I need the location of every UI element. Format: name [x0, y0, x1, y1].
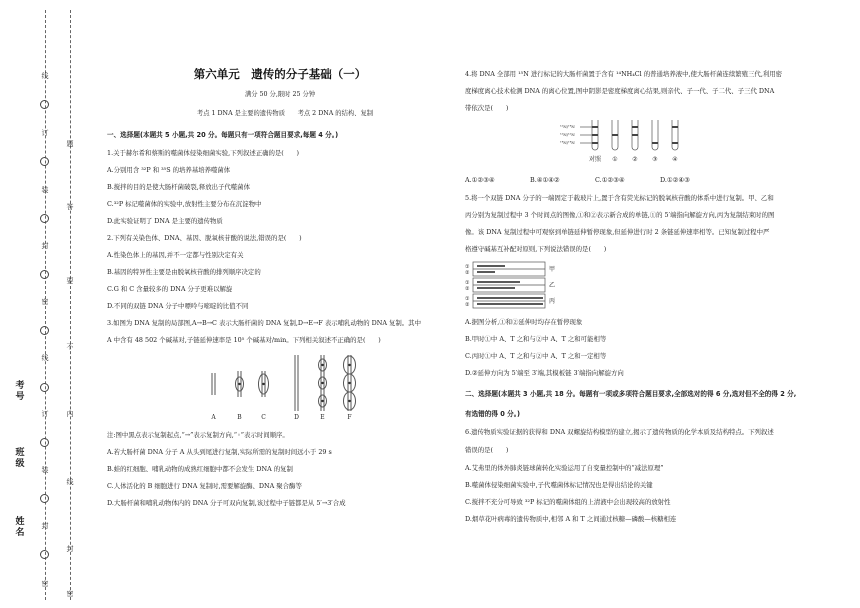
q3-stem-line2: A 中含有 48 502 个碱基对,子链延伸速率是 10⁵ 个碱基对/min。下列相关叙述不正确的是( ) [107, 336, 381, 344]
q5-fig-label: 乙 [549, 282, 556, 289]
section2-heading-line1: 二、选择题(本题共 3 小题,共 18 分。每题有一项或多项符合题目要求,全部选对的得 6 分,选对但不全的得 2 分, [465, 390, 797, 398]
q4-tube-label: ② [632, 156, 638, 163]
binding-char: 不 [66, 343, 74, 351]
binding-hole [40, 214, 49, 223]
q4-tube-label: ④ [672, 156, 678, 163]
page-title: 第六单元 遗传的分子基础（一） [193, 67, 367, 81]
q3-option-b: B.蛙的红细胞、哺乳动物的成熟红细胞中都不会发生 DNA 的复制 [107, 465, 293, 473]
svg-text:①: ① [465, 296, 470, 302]
exam-points: 考点 1 DNA 是主要的遗传物质 考点 2 DNA 的结构、复制 [196, 110, 374, 117]
student-number-label: 考号 [15, 381, 25, 402]
svg-text:②: ② [465, 302, 470, 308]
binding-char: 装 [41, 186, 49, 194]
q5-stem-line4: 格遵守碱基互补配对原则,下列说法错误的是( ) [465, 245, 607, 253]
q6-option-a: A.艾弗里的体外肺炎链球菌转化实验运用了自变量控制中的“减法原理” [465, 464, 664, 472]
q5-stem-line1: 5.将一个双链 DNA 分子的一端固定于载玻片上,置于含有荧光标记的脱氧核苷酸的体系中进行复制。甲、乙和 [465, 194, 774, 202]
binding-char: 订 [41, 129, 49, 137]
section1-heading: 一、选择题(本题共 5 小题,共 20 分。每题只有一项符合题目要求,每题 4 分。) [107, 131, 339, 139]
q3-replication-figure [200, 349, 380, 421]
binding-char: 题 [66, 140, 74, 148]
binding-margin [0, 0, 95, 608]
q6-stem-line2: 错误的是( ) [465, 446, 509, 454]
q4-band-label: ¹⁵N/¹⁴N [560, 124, 575, 129]
q5-fig-label: 丙 [549, 298, 556, 305]
q2-stem: 2.下列有关染色体、DNA、基因、脱氧核苷酸的说法,错误的是( ) [107, 234, 302, 242]
q4-tube-label: ③ [652, 156, 658, 163]
q4-tube-label: 对照 [588, 156, 602, 163]
binding-hole [40, 383, 49, 392]
q6-option-b: B.噬菌体侵染细菌实验中,子代噬菌体标记情况也是得出结论的关键 [465, 481, 653, 489]
binding-hole [40, 438, 49, 447]
binding-char: 装 [41, 466, 49, 474]
q5-stem-line3: 像。该 DNA 复制过程中可观察到单链延伸暂停现象,但延伸进行时 2 条链延伸速率相等。已知复制过程中严 [465, 228, 770, 236]
binding-char: 要 [66, 277, 74, 285]
binding-char: 封 [41, 522, 49, 530]
q1-option-b: B.搅拌的目的是使大肠杆菌破裂,释放出子代噬菌体 [107, 183, 250, 191]
name-label: 姓名 [15, 517, 25, 538]
q5-option-d: D.②延伸方向为 5′端至 3′端,其模板链 3′端指向解旋方向 [465, 369, 624, 377]
q3-option-d: D.大肠杆菌和哺乳动物体内的 DNA 分子可双向复制,该过程中子链都是从 5′→3′合成 [107, 499, 346, 507]
q3-fig-label: B [237, 414, 242, 421]
q3-fig-label: C [261, 414, 266, 421]
svg-text:②: ② [465, 286, 470, 292]
q4-tube-label: ① [612, 156, 618, 163]
q2-option-c: C.G 和 C 含量较多的 DNA 分子更难以解旋 [107, 285, 233, 293]
binding-char: 线 [41, 72, 49, 80]
q5-option-c: C.丙时①中 A、T 之和与②中 A、T 之和一定相等 [465, 352, 607, 360]
svg-text:①: ① [465, 264, 470, 270]
q4-option-d: D.①②④③ [660, 176, 690, 184]
q2-option-b: B.基因的特异性主要是由脱氧核苷酸的排列顺序决定的 [107, 268, 261, 276]
q3-fig-label: D [294, 414, 299, 421]
binding-hole [40, 326, 49, 335]
q4-option-a: A.①②③④ [465, 176, 495, 184]
q1-option-a: A.分别用含 ³²P 和 ³⁵S 的培养基培养噬菌体 [107, 166, 231, 174]
section2-heading-line2: 有选错的得 0 分。) [465, 410, 521, 418]
q1-stem: 1.关于赫尔希和蔡斯的噬菌体侵染细菌实验,下列叙述正确的是( ) [107, 149, 300, 157]
q4-option-c: C.①②③④ [595, 176, 625, 184]
q6-option-c: C.搅拌不充分可导致 ³²P 标记的噬菌体组的上清液中会出现较高的放射性 [465, 498, 671, 506]
binding-char: 答 [66, 203, 74, 211]
binding-hole [40, 157, 49, 166]
q4-stem-line1: 4.将 DNA 全部用 ¹⁵N 进行标记的大肠杆菌置于含有 ¹⁴NH₄Cl 的普通培养液中,使大肠杆菌连续繁殖三代,利用密 [465, 70, 783, 78]
q4-centrifuge-figure [560, 117, 700, 167]
binding-char: 密 [41, 298, 49, 306]
q6-option-d: D.烟草花叶病毒的遗传物质中,相邻 A 和 T 之间通过核糖—磷酸—核糖相连 [465, 515, 677, 523]
binding-hole [40, 494, 49, 503]
svg-text:②: ② [465, 270, 470, 276]
q5-strand-figure [465, 261, 560, 309]
q3-fig-label: A [211, 414, 216, 421]
q1-option-d: D.此实验证明了 DNA 是主要的遗传物质 [107, 217, 223, 225]
q5-option-a: A.据图分析,①和②延伸时均存在暂停现象 [465, 318, 583, 326]
q3-option-a: A.若大肠杆菌 DNA 分子 A 从头到尾进行复制,实际所需的复制时间远小于 29 s [107, 448, 332, 456]
q4-stem-line2: 度梯度离心技术检测 DNA 的离心位置,图中阴影是密度梯度离心结果,则亲代、子一代、子二代、子三代 DNA [465, 87, 775, 95]
q6-stem-line1: 6.遗传物质实验证据的获得和 DNA 双螺旋结构模型的建立,揭示了遗传物质的化学本质及结构特点。下列叙述 [465, 428, 774, 436]
q5-option-b: B.甲时①中 A、T 之和与②中 A、T 之和可能相等 [465, 335, 607, 343]
q3-fig-label: E [320, 414, 325, 421]
q4-band-label: ¹⁵N/¹⁵N [560, 132, 575, 137]
q5-stem-line2: 丙分别为复制过程中 3 个时间点的图像,①和②表示新合成的单链,①的 5′端指向解旋方向,丙为复制结束时的图 [465, 211, 775, 219]
q4-option-b: B.④①④② [530, 176, 560, 184]
binding-char: 密 [41, 580, 49, 588]
binding-char: 内 [66, 410, 74, 418]
q2-option-a: A.性染色体上的基因,并不一定都与性别决定有关 [107, 251, 244, 259]
q2-option-d: D.不同的双链 DNA 分子中嘌呤与嘧啶的比值不同 [107, 302, 249, 310]
q3-note: 注:图中黑点表示复制起点,“→”表示复制方向,“◦”表示时间顺序。 [107, 431, 289, 439]
binding-char: 线 [41, 354, 49, 362]
binding-char: 订 [41, 410, 49, 418]
class-label: 班级 [15, 448, 25, 469]
score-time-note: 满分 50 分,限时 25 分钟 [244, 91, 316, 98]
binding-hole [40, 550, 49, 559]
q4-stem-line3: 带依次是( ) [465, 104, 509, 112]
q3-stem-line1: 3.如图为 DNA 复制的局部图,A→B→C 表示大肠杆菌的 DNA 复制,D→E→F 表示哺乳动物的 DNA 复制。其中 [107, 319, 421, 327]
q3-option-c: C.人体活化的 B 细胞进行 DNA 复制时,需要解旋酶、DNA 聚合酶等 [107, 482, 302, 490]
q3-fig-label: F [347, 414, 352, 421]
q5-fig-label: 甲 [549, 266, 556, 273]
binding-hole [40, 100, 49, 109]
svg-text:①: ① [465, 280, 470, 286]
binding-hole [40, 270, 49, 279]
binding-char: 封 [66, 545, 74, 553]
binding-char: 封 [41, 242, 49, 250]
binding-char: 密 [66, 590, 74, 598]
q4-band-label: ¹⁴N/¹⁴N [560, 140, 575, 145]
binding-char: 线 [66, 478, 74, 486]
inner-cut-line [70, 10, 71, 600]
q1-option-c: C.³²P 标记噬菌体的实验中,放射性主要分布在沉淀物中 [107, 200, 262, 208]
